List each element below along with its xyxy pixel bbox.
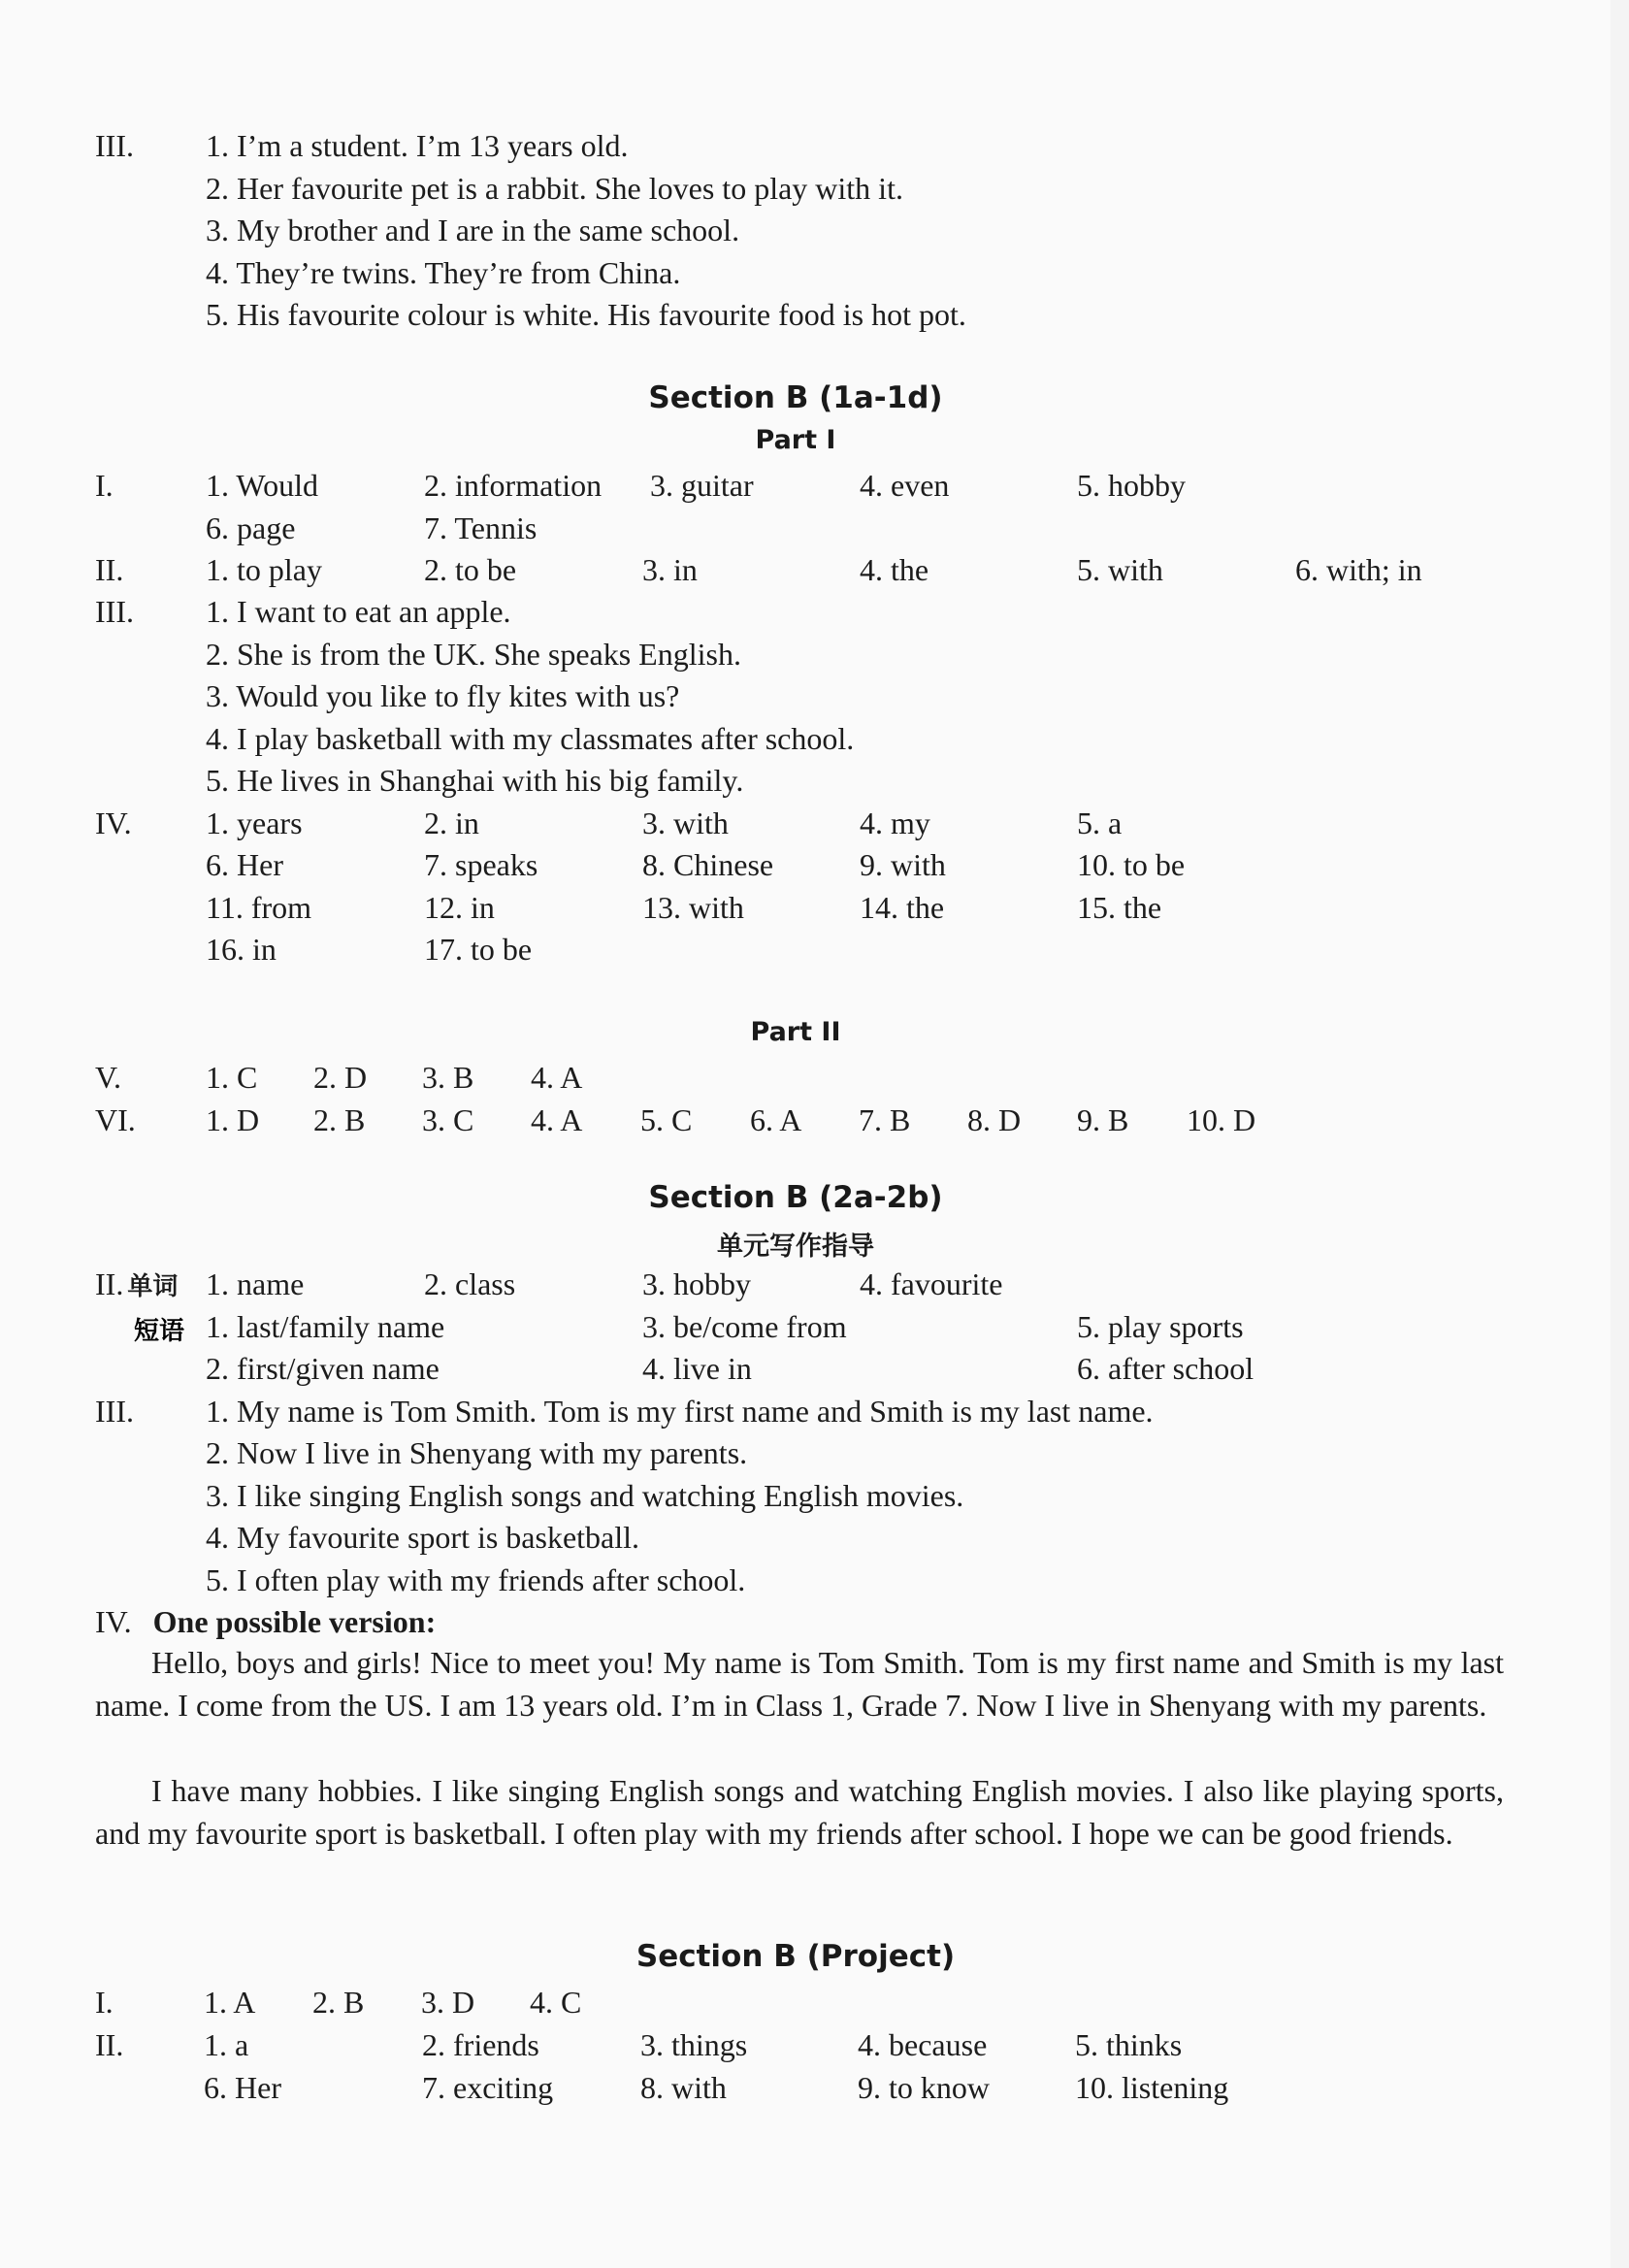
answer-item: 2. class <box>424 1266 516 1301</box>
answer-item: 7. exciting <box>422 2070 554 2105</box>
answer-item: 17. to be <box>424 932 533 967</box>
question-number: IV. <box>95 1604 132 1639</box>
question-label: I. <box>95 1985 114 2020</box>
answer-item: 8. D <box>967 1102 1022 1137</box>
phrases-label: 短语 <box>134 1317 185 1346</box>
answer-line: 3. Would you like to fly kites with us? <box>206 678 680 713</box>
words-label: 单词 <box>127 1272 179 1301</box>
answer-item: 4. because <box>858 2027 988 2062</box>
answer-item: 3. hobby <box>642 1266 751 1301</box>
part-title: Part I <box>755 425 836 455</box>
answer-item: 10. D <box>1187 1102 1256 1137</box>
answer-item: 1. a <box>204 2027 249 2062</box>
answer-item: 12. in <box>424 890 495 925</box>
section-title: Section B (1a-1d) <box>648 380 943 415</box>
answer-item: 8. with <box>640 2070 727 2105</box>
answer-item: 6. A <box>750 1102 802 1137</box>
section-title: Section B (Project) <box>635 1939 956 1974</box>
answer-item: 4. live in <box>642 1351 752 1386</box>
answer-item: 1. name <box>206 1266 305 1301</box>
answer-item: 6. Her <box>204 2070 281 2105</box>
answer-item: 3. in <box>642 552 698 587</box>
answer-item: 5. thinks <box>1075 2027 1183 2062</box>
answer-line: 1. I want to eat an apple. <box>206 594 511 629</box>
answer-item: 10. listening <box>1075 2070 1229 2105</box>
answer-item: 6. after school <box>1077 1351 1254 1386</box>
question-label: II. <box>95 552 124 587</box>
answer-line: 1. I’m a student. I’m 13 years old. <box>206 128 629 163</box>
question-label: VI. <box>95 1102 136 1137</box>
question-label: III. <box>95 594 134 629</box>
answer-item: 2. friends <box>422 2027 539 2062</box>
question-label: I. <box>95 468 114 503</box>
answer-line: 5. He lives in Shanghai with his big family. <box>206 763 744 798</box>
essay-paragraph: Hello, boys and girls! Nice to meet you! My name is Tom Smith. Tom is my first name and Smith is my last name. I come from the US. I am 13 years old. I’m in Class 1, Grade 7. Now I live in Shenyang with my parents. <box>95 1645 1504 1723</box>
answer-item: 1. last/family name <box>206 1309 445 1344</box>
answer-item: 6. page <box>206 510 296 545</box>
answer-item: 5. C <box>640 1102 693 1137</box>
answer-line: 4. I play basketball with my classmates after school. <box>206 721 855 756</box>
answer-line: 5. His favourite colour is white. His favourite food is hot pot. <box>206 297 966 332</box>
answer-line: 4. They’re twins. They’re from China. <box>206 255 681 290</box>
answer-item: 8. Chinese <box>642 847 774 882</box>
answer-line: 4. My favourite sport is basketball. <box>206 1520 640 1555</box>
answer-item: 7. speaks <box>424 847 538 882</box>
answer-item: 6. with; in <box>1295 552 1422 587</box>
answer-item: 3. C <box>422 1102 474 1137</box>
answer-line: 5. I often play with my friends after school. <box>206 1562 746 1597</box>
answer-line: 2. Her favourite pet is a rabbit. She loves to play with it. <box>206 171 903 206</box>
answer-item: 1. years <box>206 805 303 840</box>
question-number: II. <box>95 1266 124 1301</box>
answer-item: 2. D <box>313 1060 368 1095</box>
answer-item: 3. guitar <box>650 468 754 503</box>
answer-item: 1. to play <box>206 552 322 587</box>
question-label: III. <box>95 1394 134 1429</box>
answer-item: 9. with <box>860 847 946 882</box>
section-subtitle: 单元写作指导 <box>717 1232 874 1262</box>
answer-item: 15. the <box>1077 890 1162 925</box>
answer-item: 9. to know <box>858 2070 990 2105</box>
answer-item: 2. B <box>313 1102 366 1137</box>
answer-line: 2. Now I live in Shenyang with my parents. <box>206 1435 748 1470</box>
answer-item: 10. to be <box>1077 847 1186 882</box>
answer-item: 13. with <box>642 890 744 925</box>
answer-item: 1. C <box>206 1060 258 1095</box>
answer-line: 2. She is from the UK. She speaks English. <box>206 637 741 672</box>
question-label <box>95 1604 436 1640</box>
answer-item: 4. C <box>530 1985 582 2020</box>
answer-item: 3. things <box>640 2027 748 2062</box>
part-title: Part II <box>750 1017 841 1047</box>
answer-item: 3. D <box>421 1985 475 2020</box>
answer-item: 9. B <box>1077 1102 1129 1137</box>
question-label <box>95 1266 178 1302</box>
answer-item: 5. hobby <box>1077 468 1186 503</box>
answer-item: 3. with <box>642 805 729 840</box>
answer-item: 16. in <box>206 932 277 967</box>
version-heading: One possible version: <box>152 1604 437 1639</box>
answer-item: 1. D <box>206 1102 260 1137</box>
question-label: IV. <box>95 805 132 840</box>
answer-item: 4. even <box>860 468 950 503</box>
answer-item: 2. B <box>312 1985 365 2020</box>
answer-item: 4. A <box>531 1060 583 1095</box>
answer-item: 4. my <box>860 805 930 840</box>
question-label: V. <box>95 1060 121 1095</box>
answer-item: 4. favourite <box>860 1266 1003 1301</box>
answer-item: 2. to be <box>424 552 517 587</box>
answer-line: 3. I like singing English songs and watching English movies. <box>206 1478 964 1513</box>
answer-item: 3. B <box>422 1060 474 1095</box>
section-title: Section B (2a-2b) <box>648 1180 943 1215</box>
answer-item: 5. play sports <box>1077 1309 1244 1344</box>
answer-item: 2. information <box>424 468 603 503</box>
answer-item: 6. Her <box>206 847 283 882</box>
answer-item: 7. B <box>859 1102 911 1137</box>
answer-line: 3. My brother and I are in the same school. <box>206 213 740 247</box>
answer-item: 2. first/given name <box>206 1351 440 1386</box>
answer-item: 14. the <box>860 890 945 925</box>
essay-paragraph: I have many hobbies. I like singing English songs and watching English movies. I also like playing sports, and my favourite sport is basketball. I often play with my friends after school. I hope we can be good friends. <box>95 1773 1504 1851</box>
answer-item: 7. Tennis <box>424 510 538 545</box>
question-label: II. <box>95 2027 124 2062</box>
answer-item: 3. be/come from <box>642 1309 847 1344</box>
answer-item: 1. Would <box>206 468 318 503</box>
question-label: III. <box>95 128 134 163</box>
answer-item: 2. in <box>424 805 479 840</box>
answer-item: 11. from <box>206 890 312 925</box>
answer-item: 5. with <box>1077 552 1163 587</box>
answer-item: 1. A <box>204 1985 256 2020</box>
answer-item: 4. the <box>860 552 929 587</box>
answer-item: 4. A <box>531 1102 583 1137</box>
answer-line: 1. My name is Tom Smith. Tom is my first name and Smith is my last name. <box>206 1394 1154 1429</box>
answer-item: 5. a <box>1077 805 1123 840</box>
